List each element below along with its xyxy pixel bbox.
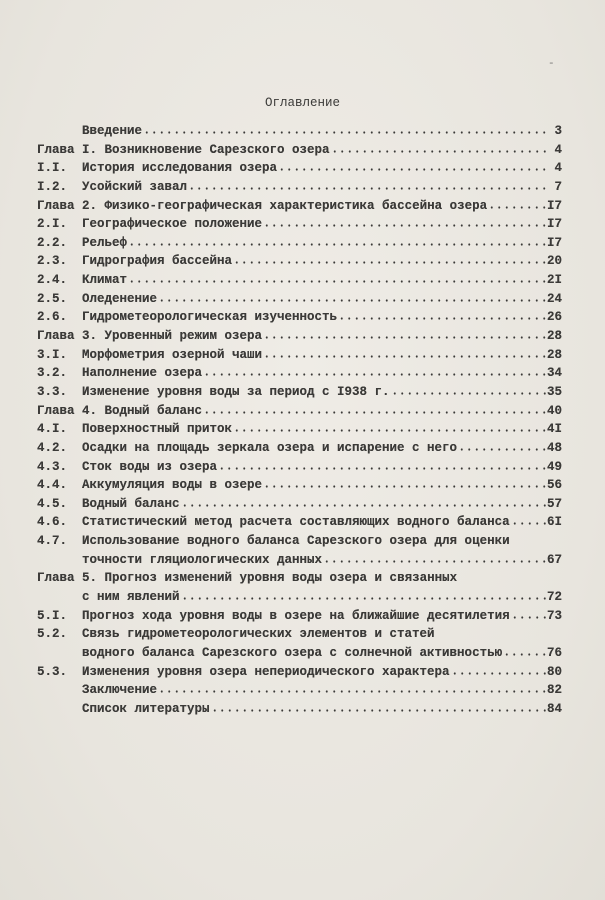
toc-entry: [37, 254, 562, 273]
page-number: 82: [546, 683, 562, 698]
section-number: 5.2.: [37, 627, 68, 642]
toc-entry: [37, 441, 562, 460]
section-number: 4.6.: [37, 515, 68, 530]
dot-leader: [218, 460, 546, 470]
entry-title: Гидрография бассейна: [82, 254, 233, 269]
section-number: 4.I.: [37, 422, 68, 437]
toc-entry-continuation: [37, 646, 562, 665]
page-number: 3: [554, 124, 562, 138]
section-number: 2.I.: [37, 217, 68, 232]
toc-entry: [37, 180, 562, 199]
chapter-number: Глава 5.: [37, 571, 98, 586]
dot-leader: [143, 124, 547, 134]
dot-leader: [188, 180, 547, 190]
chapter-number: Глава 4.: [37, 403, 98, 418]
section-number: 2.6.: [37, 310, 68, 325]
entry-title: Связь гидрометеорологических элементов и статей: [82, 627, 435, 642]
page-number: 48: [546, 440, 562, 455]
page-number: 84: [546, 701, 562, 716]
dot-leader: [458, 441, 546, 451]
section-number: 4.3.: [37, 459, 68, 474]
toc-entry: [37, 161, 562, 180]
dot-leader: [391, 385, 546, 395]
entry-title: Аккумуляция воды в озере: [82, 478, 263, 493]
page-number: 26: [546, 310, 562, 325]
entry-title: Возникновение Сарезского озера: [104, 142, 330, 157]
entry-title: Заключение: [82, 683, 158, 698]
entry-title: Осадки на площадь зеркала озера и испарение с него: [82, 440, 458, 455]
page-number: 67: [546, 552, 562, 567]
toc-entry: [37, 702, 562, 721]
entry-title: Оледенение: [82, 291, 158, 306]
section-number: 2.5.: [37, 291, 68, 306]
entry-title: Прогноз хода уровня воды в озере на ближайшие десятилетия: [82, 608, 510, 623]
page-number: 80: [546, 664, 562, 679]
entry-title: Наполнение озера: [82, 366, 203, 381]
page-number: I7: [546, 217, 562, 232]
section-number: 2.4.: [37, 273, 68, 288]
toc-entry: [37, 124, 562, 143]
dot-leader: [203, 404, 546, 414]
dot-leader: [158, 292, 546, 302]
toc-entry: [37, 571, 562, 590]
dot-leader: [263, 348, 546, 358]
entry-title-continued: с ним явлений: [82, 590, 180, 605]
page-mark: -: [548, 58, 555, 70]
toc-entry-continuation: [37, 553, 562, 572]
chapter-number: Глава 3.: [37, 329, 98, 344]
toc-entry: [37, 404, 562, 423]
section-number: 4.7.: [37, 534, 68, 549]
toc-entry: [37, 665, 562, 684]
page-number: I7: [546, 235, 562, 250]
dot-leader: [181, 497, 546, 507]
entry-title: Гидрометеорологическая изученность: [82, 310, 338, 325]
dot-leader: [503, 646, 546, 656]
toc-entry: [37, 366, 562, 385]
entry-title: Список литературы: [82, 701, 210, 716]
toc-entry: [37, 497, 562, 516]
page-number: 72: [546, 590, 562, 605]
section-number: I.2.: [37, 179, 68, 194]
dot-leader: [278, 161, 547, 171]
dot-leader: [203, 366, 546, 376]
section-number: 5.I.: [37, 608, 68, 623]
page-number: 76: [546, 645, 562, 660]
toc-title: Оглавление: [264, 96, 340, 110]
toc-entry: [37, 683, 562, 702]
dot-leader: [511, 515, 546, 525]
entry-title: Изменения уровня озера непериодического характера: [82, 664, 450, 679]
entry-title: История исследования озера: [82, 161, 278, 176]
section-number: 4.2.: [37, 440, 68, 455]
toc-entry: [37, 609, 562, 628]
toc-entry: [37, 236, 562, 255]
entry-title: Изменение уровня воды за период с I938 г.: [82, 384, 390, 399]
page-number: 35: [546, 384, 562, 399]
page-number: 4I: [546, 422, 562, 437]
toc-entry: [37, 460, 562, 479]
entry-title: Поверхностный приток: [82, 422, 233, 437]
entry-title: Водный баланс: [82, 496, 180, 511]
toc-entry: [37, 310, 562, 329]
page-number: 40: [546, 403, 562, 418]
page-number: 56: [546, 478, 562, 493]
section-number: 3.2.: [37, 366, 68, 381]
page-number: 20: [546, 254, 562, 269]
dot-leader: [263, 329, 546, 339]
dot-leader: [323, 553, 546, 563]
table-of-contents: [37, 124, 562, 721]
dot-leader: [233, 254, 546, 264]
dot-leader: [211, 702, 546, 712]
section-number: 5.3.: [37, 664, 68, 679]
page-number: 4: [554, 142, 562, 157]
entry-title: Рельеф: [82, 235, 128, 250]
chapter-number: Глава 2.: [37, 198, 98, 213]
page-number: 28: [546, 329, 562, 344]
page-number: 6I: [546, 515, 562, 530]
dot-leader: [263, 217, 546, 227]
dot-leader: [331, 143, 547, 153]
entry-title: Введение: [82, 124, 143, 138]
entry-title: Географическое положение: [82, 217, 263, 232]
entry-title: Усойский завал: [82, 179, 188, 194]
page-number: 73: [546, 608, 562, 623]
toc-entry: [37, 534, 562, 553]
section-number: 2.3.: [37, 254, 68, 269]
dot-leader: [451, 665, 546, 675]
dot-leader: [338, 310, 546, 320]
toc-entry: [37, 385, 562, 404]
page-number: 2I: [546, 273, 562, 288]
entry-title: Уровенный режим озера: [104, 329, 263, 344]
section-number: 2.2.: [37, 235, 68, 250]
toc-entry-continuation: [37, 590, 562, 609]
page-number: 24: [546, 291, 562, 306]
dot-leader: [233, 422, 546, 432]
toc-entry: [37, 478, 562, 497]
toc-entry: [37, 292, 562, 311]
dot-leader: [158, 683, 546, 693]
entry-title: Морфометрия озерной чаши: [82, 347, 263, 362]
section-number: 3.3.: [37, 384, 68, 399]
dot-leader: [128, 273, 546, 283]
dot-leader: [263, 478, 546, 488]
entry-title-continued: водного баланса Сарезского озера с солнечной активностью: [82, 645, 503, 660]
page-number: 49: [546, 459, 562, 474]
entry-title: Прогноз изменений уровня воды озера и связанных: [104, 571, 458, 586]
page-number: 28: [546, 347, 562, 362]
toc-entry: [37, 199, 562, 218]
entry-title: Физико-географическая характеристика бассейна озера: [104, 198, 488, 213]
entry-title: Использование водного баланса Сарезского озера для оценки: [82, 534, 510, 549]
section-number: I.I.: [37, 161, 68, 176]
entry-title: Сток воды из озера: [82, 459, 218, 474]
section-number: 4.5.: [37, 496, 68, 511]
chapter-number: Глава I.: [37, 142, 98, 157]
toc-entry: [37, 143, 562, 162]
toc-entry: [37, 422, 562, 441]
page-number: 4: [554, 161, 562, 176]
page-number: 57: [546, 496, 562, 511]
toc-entry: [37, 627, 562, 646]
page-number: 34: [546, 366, 562, 381]
toc-entry: [37, 515, 562, 534]
dot-leader: [488, 199, 546, 209]
dot-leader: [181, 590, 546, 600]
entry-title: Статистический метод расчета составляющих водного баланса: [82, 515, 510, 530]
dot-leader: [128, 236, 546, 246]
toc-entry: [37, 217, 562, 236]
entry-title: Климат: [82, 273, 128, 288]
toc-entry: [37, 348, 562, 367]
dot-leader: [511, 609, 546, 619]
page-number: 7: [554, 179, 562, 194]
entry-title-continued: точности гляциологических данных: [82, 552, 323, 567]
section-number: 3.I.: [37, 347, 68, 362]
section-number: 4.4.: [37, 478, 68, 493]
page-number: I7: [546, 198, 562, 213]
entry-title: Водный баланс: [104, 403, 203, 418]
toc-entry: [37, 273, 562, 292]
toc-entry: [37, 329, 562, 348]
